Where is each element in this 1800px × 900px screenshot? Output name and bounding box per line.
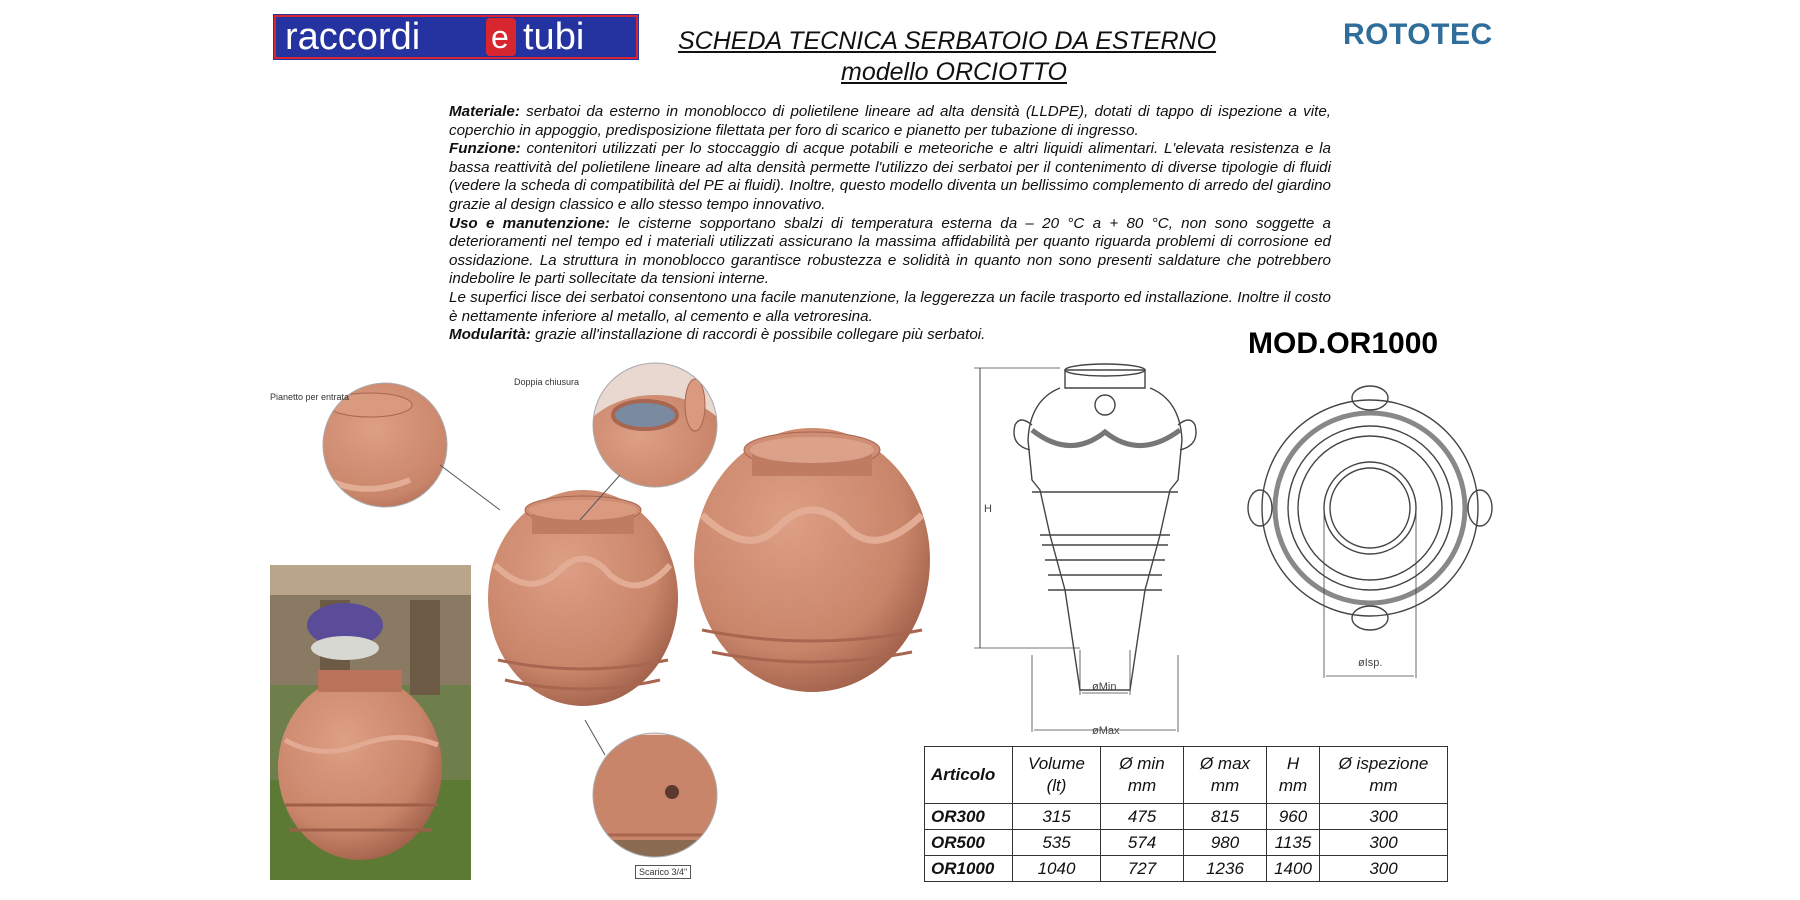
- header-h: H mm: [1267, 747, 1320, 804]
- detail-drain-photo: [585, 720, 720, 870]
- table-row: OR500 535 574 980 1135 300: [925, 830, 1448, 856]
- spec-table: [924, 746, 1448, 882]
- jar-photo-small: [488, 490, 678, 706]
- side-view-drawing: [974, 364, 1196, 732]
- label-double-closure: Doppia chiusura: [514, 377, 580, 387]
- rototec-brand: ROTOTEC: [1343, 18, 1493, 51]
- technical-drawing: [970, 360, 1540, 750]
- logo-text-raccordi: raccordi: [285, 16, 421, 58]
- header-volume: Volume (lt): [1013, 747, 1101, 804]
- drawing-label-h: H: [984, 503, 992, 515]
- label-drain: Scarico 3/4": [635, 865, 691, 879]
- header-ispezione: Ø ispezione mm: [1320, 747, 1448, 804]
- desc-funzione: Funzione: contenitori utilizzati per lo stoccaggio di acque potabili e meteoriche e altri liquidi alimentari. L'elevata resistenza e la bassa reattività del polietilene lineare ad alta densità permette l'utilizzo dei serbatoi per il contenimento di diverse tipologie di fluidi (vedere la scheda di compatibilità del PE ai fluidi). Inoltre, questo modello diventa un bellissimo complemento di arredo del giardino grazie al design classico e allo stesso tempo innovativo.: [449, 140, 1331, 213]
- product-description: [449, 103, 1331, 345]
- desc-uso-manutenzione: Uso e manutenzione: le cisterne sopportano sbalzi di temperatura esterna da – 20 °C a + 80 °C, non sono soggette a deterioramenti nel tempo ed i materiali utilizzati assicurano la massima affidabilità per quanto riguarda problemi di corrosione ed ossidazione. La struttura in monoblocco garantisce robustezza e solidità in quanto non sono presenti saldature che potrebbero indebolire le parti sollecitate da tensioni interne.: [449, 214, 1331, 288]
- header-max: Ø max mm: [1184, 747, 1267, 804]
- page-title: SCHEDA TECNICA SERBATOIO DA ESTERNO: [678, 27, 1217, 55]
- drawing-label-isp: øIsp.: [1358, 657, 1383, 669]
- drawing-label-max: øMax: [1092, 725, 1120, 737]
- header-min: Ø min mm: [1101, 747, 1184, 804]
- jar-photo-large: [694, 428, 930, 692]
- product-photos: [260, 360, 980, 890]
- logo-text-tubi: tubi: [523, 16, 585, 58]
- top-view-drawing: [1248, 386, 1492, 678]
- header-articolo: Articolo: [925, 747, 1013, 804]
- garden-photo: [270, 565, 471, 880]
- table-header-row: [925, 747, 1448, 804]
- drawing-label-min: øMin: [1092, 681, 1117, 693]
- logo-text-e: e: [491, 19, 509, 55]
- label-inlet: Pianetto per entrata: [270, 392, 350, 402]
- desc-modularita: Modularità: grazie all'installazione di raccordi è possibile collegare più serbatoi.: [449, 326, 986, 344]
- page-subtitle: modello ORCIOTTO: [841, 58, 1067, 86]
- table-row: OR300 315 475 815 960 300: [925, 804, 1448, 830]
- raccordi-e-tubi-logo: [273, 14, 639, 60]
- model-code: MOD.OR1000: [1248, 327, 1439, 360]
- desc-superfici: Le superfici lisce dei serbatoi consentono una facile manutenzione, la leggerezza un facile trasporto ed installazione. Inoltre il costo è nettamente inferiore al metallo, al cemento e alla vetroresina.: [449, 288, 1331, 325]
- table-row: OR1000 1040 727 1236 1400 300: [925, 856, 1448, 882]
- desc-materiale: Materiale: serbatoi da esterno in monoblocco di polietilene lineare ad alta densità (LLDPE), dotati di tappo di ispezione a vite, coperchio in appoggio, predisposizione filettata per foro di scarico e pianetto per tubazione di ingresso.: [449, 103, 1331, 139]
